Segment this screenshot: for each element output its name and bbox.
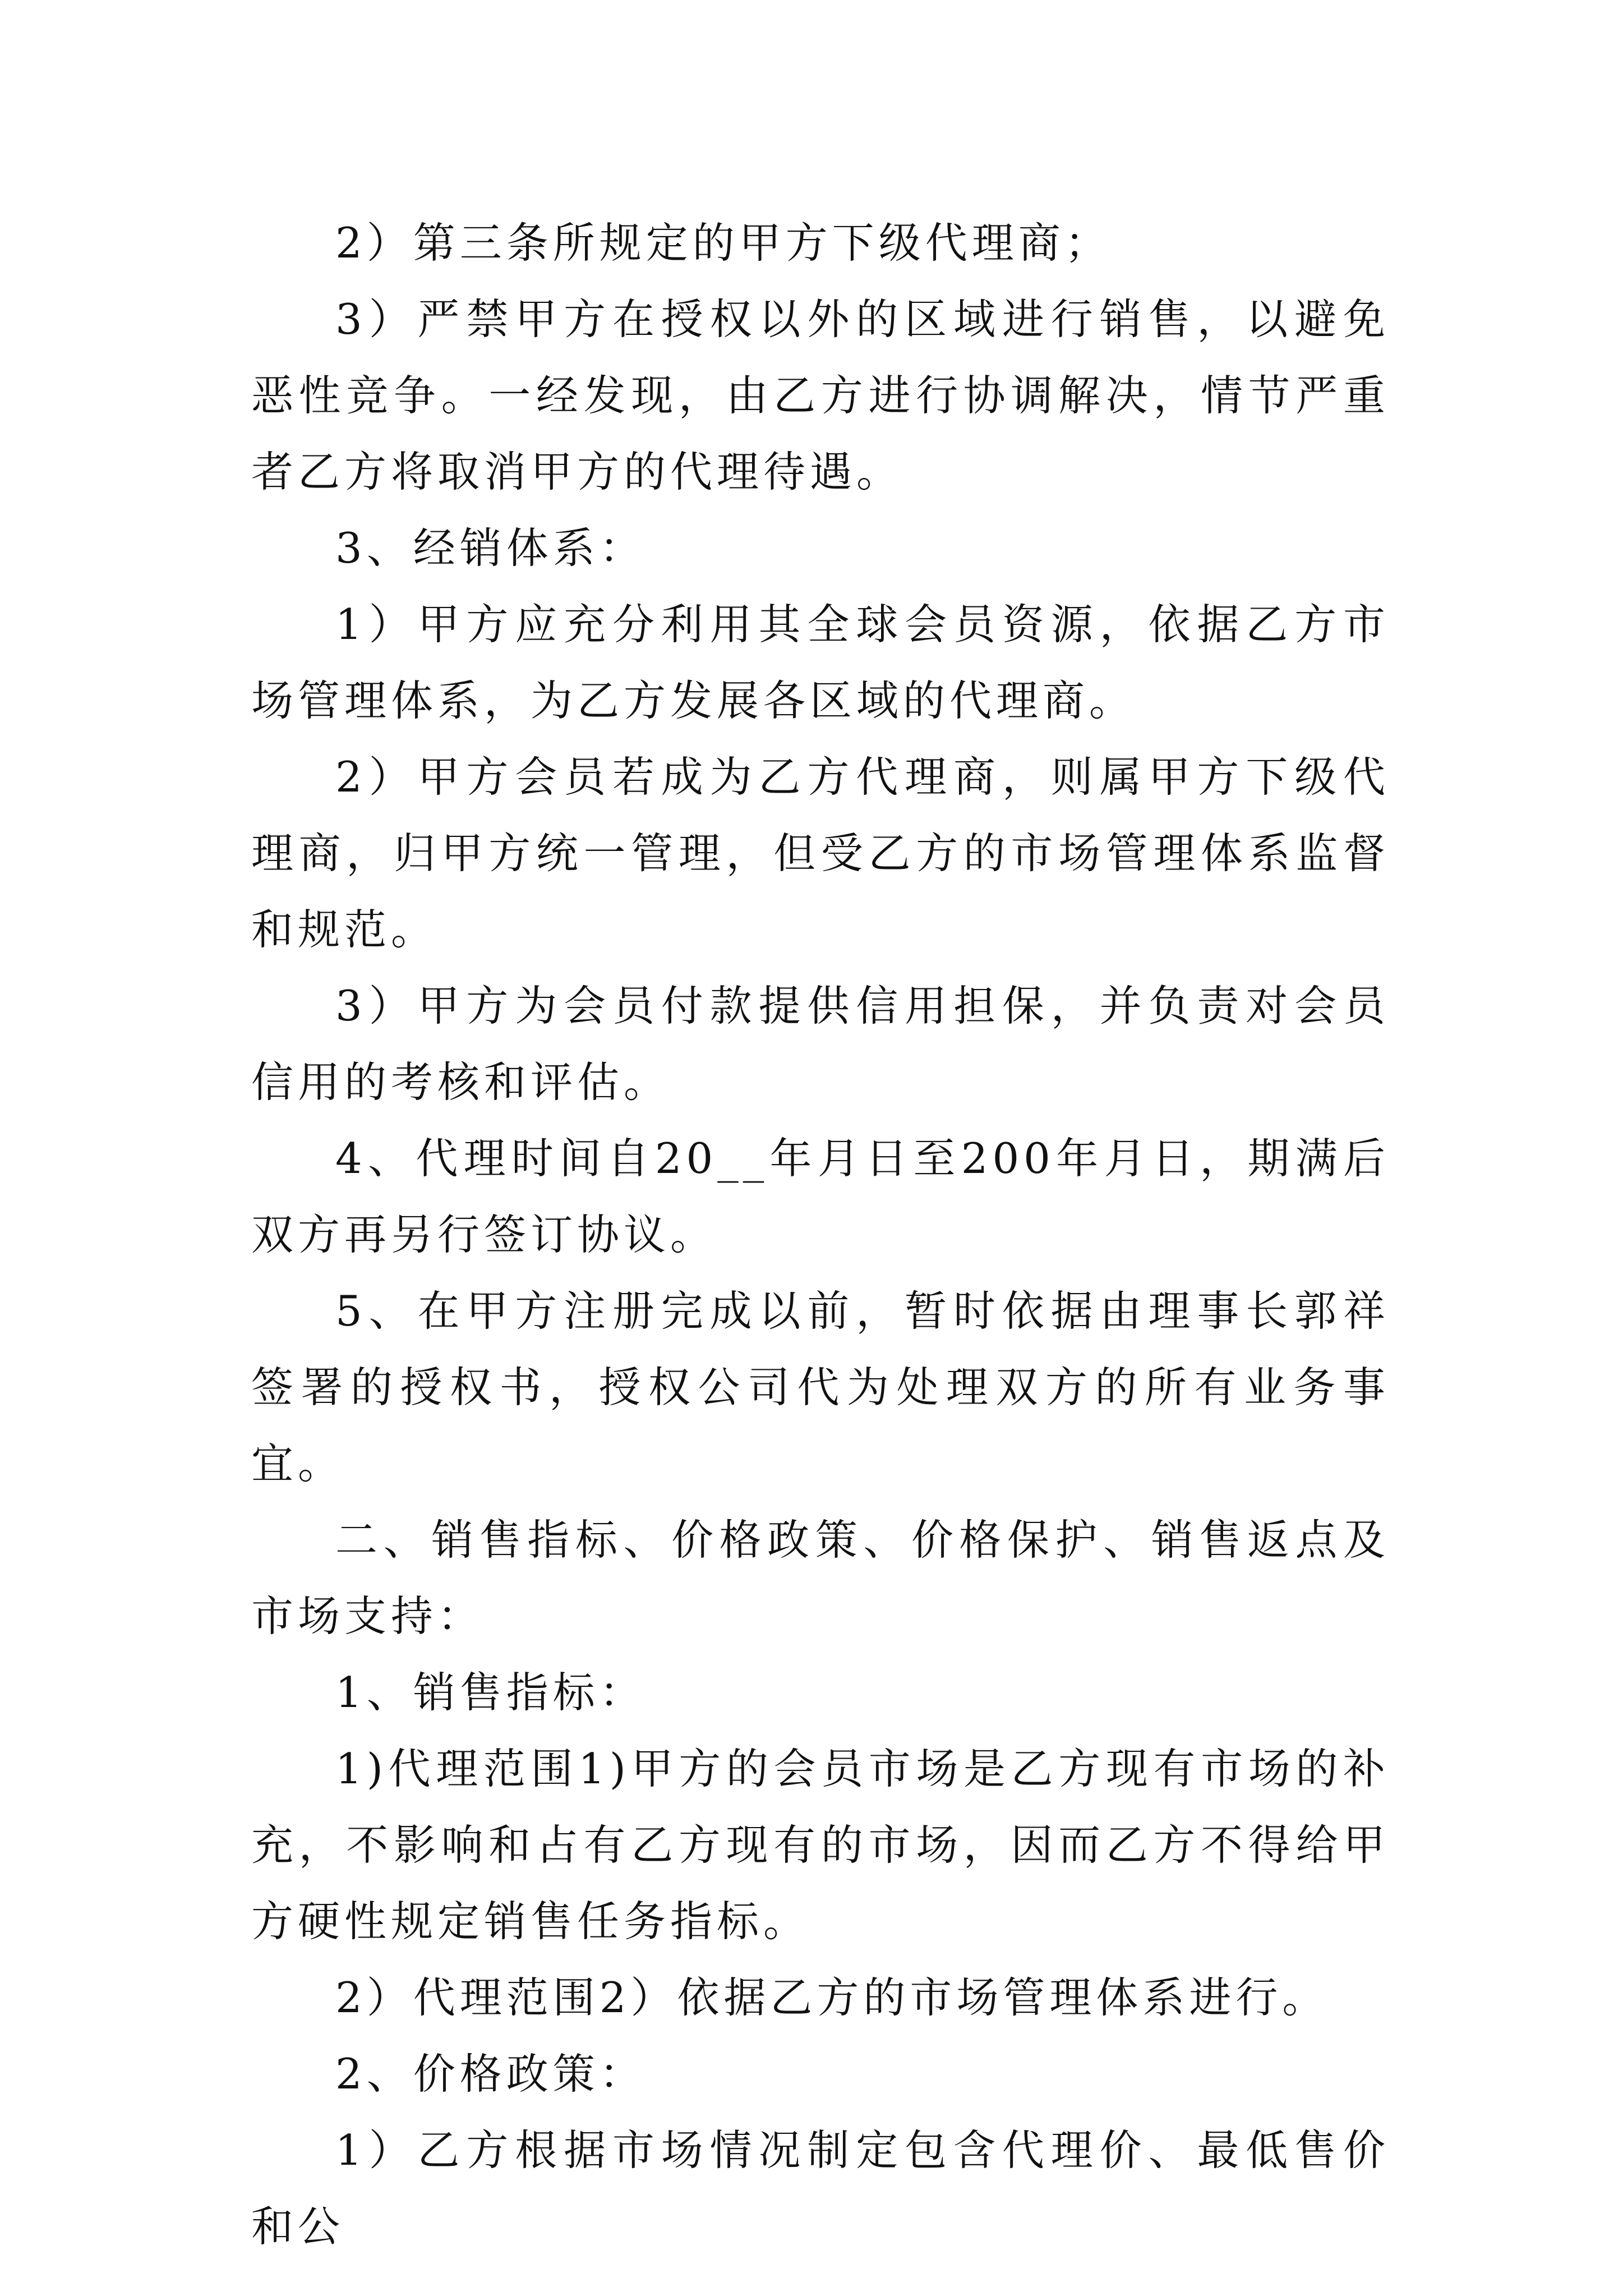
paragraph: 3、经销体系： (335, 523, 646, 573)
paragraph: 1）甲方应充分利用其全球会员资源，依据乙方市场管理体系，为乙方发展各区域的代理商。 (251, 600, 1390, 725)
paragraph: 4、代理时间自20__年月日至200年月日，期满后双方再另行签订协议。 (251, 1134, 1390, 1259)
paragraph: 3）严禁甲方在授权以外的区域进行销售，以避免恶性竞争。一经发现，由乙方进行协调解决，情节严重者乙方将取消甲方的代理待遇。 (251, 295, 1390, 496)
paragraph: 5、在甲方注册完成以前，暂时依据由理事长郭祥签署的授权书，授权公司代为处理双方的所有业务事宜。 (251, 1286, 1390, 1488)
paragraph: 2）甲方会员若成为乙方代理商，则属甲方下级代理商，归甲方统一管理，但受乙方的市场管理体系监督和规范。 (251, 752, 1390, 954)
paragraph: 1)代理范围1)甲方的会员市场是乙方现有市场的补充，不影响和占有乙方现有的市场，因而乙方不得给甲方硬性规定销售任务指标。 (251, 1744, 1390, 1946)
paragraph: 1、销售指标： (335, 1668, 646, 1717)
paragraph: 二、销售指标、价格政策、价格保护、销售返点及市场支持： (251, 1515, 1390, 1641)
paragraph: 2）代理范围2）依据乙方的市场管理体系进行。 (335, 1973, 1329, 2022)
paragraph: 2）第三条所规定的甲方下级代理商； (335, 218, 1112, 268)
paragraph: 2、价格政策： (335, 2049, 646, 2099)
paragraph: 3）甲方为会员付款提供信用担保，并负责对会员信用的考核和评估。 (251, 981, 1390, 1107)
document-body (251, 205, 1390, 2265)
paragraph: 1）乙方根据市场情况制定包含代理价、最低售价和公 (251, 2125, 1390, 2251)
